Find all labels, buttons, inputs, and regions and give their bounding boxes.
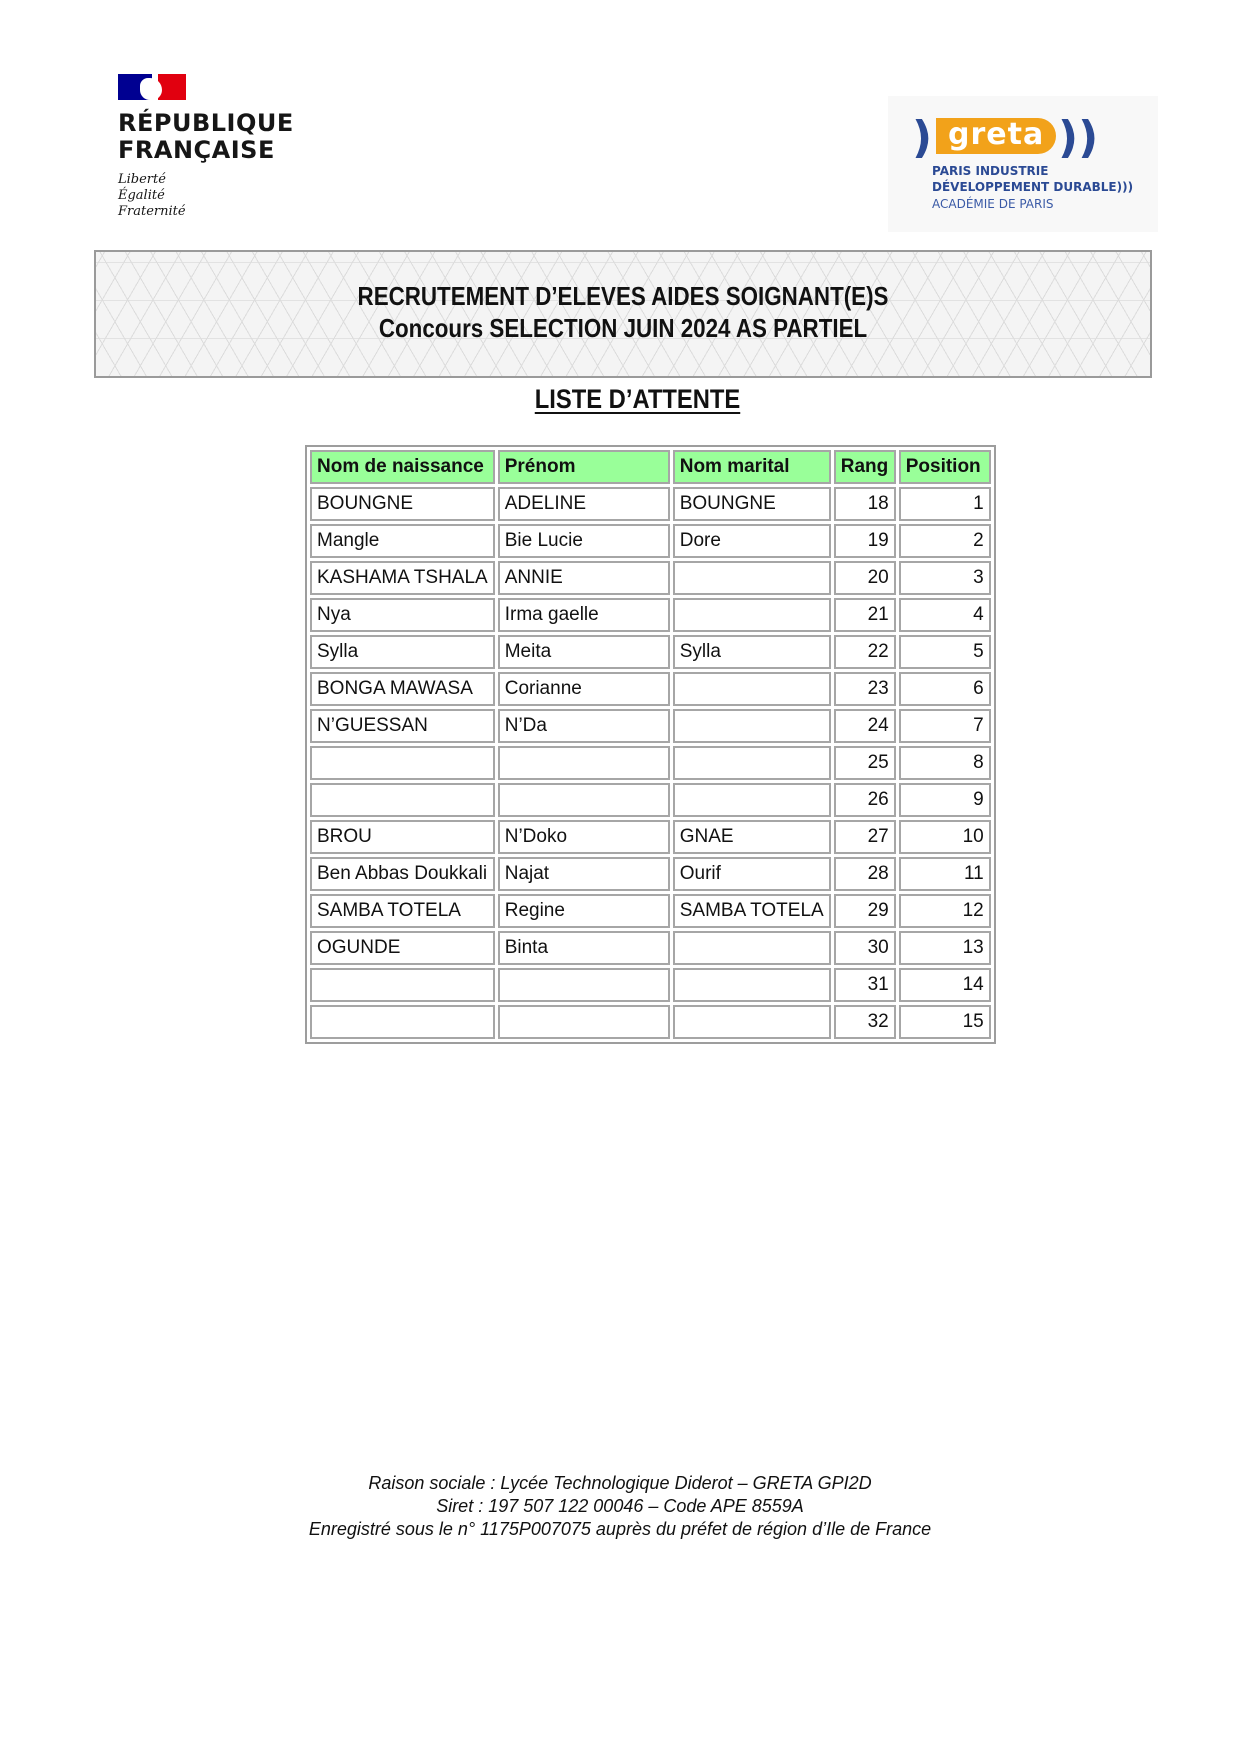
cell-rang: 27 [834, 820, 896, 854]
cell-rang: 26 [834, 783, 896, 817]
table-row [310, 894, 991, 928]
cell-prenom: Binta [498, 931, 670, 965]
cell-position: 1 [899, 487, 991, 521]
greta-bracket-icon: ) [912, 112, 933, 163]
cell-position: 10 [899, 820, 991, 854]
cell-rang: 22 [834, 635, 896, 669]
table-header-row [310, 450, 991, 484]
title-banner [94, 250, 1152, 378]
cell-position: 14 [899, 968, 991, 1002]
cell-rang: 28 [834, 857, 896, 891]
table-row [310, 598, 991, 632]
cell-nom-marital [673, 672, 831, 706]
cell-rang: 20 [834, 561, 896, 595]
cell-prenom: Regine [498, 894, 670, 928]
table-row [310, 746, 991, 780]
cell-rang: 18 [834, 487, 896, 521]
cell-nom-marital [673, 709, 831, 743]
footer [0, 1472, 1240, 1541]
cell-nom-naissance: SAMBA TOTELA [310, 894, 495, 928]
cell-rang: 23 [834, 672, 896, 706]
cell-prenom [498, 746, 670, 780]
cell-nom-marital: SAMBA TOTELA [673, 894, 831, 928]
cell-prenom: N’Doko [498, 820, 670, 854]
cell-prenom: ANNIE [498, 561, 670, 595]
greta-line3: ACADÉMIE DE PARIS [932, 197, 1054, 211]
cell-rang: 29 [834, 894, 896, 928]
page-subtitle: Concours SELECTION JUIN 2024 AS PARTIEL [378, 313, 868, 343]
cell-prenom: Najat [498, 857, 670, 891]
cell-rang: 31 [834, 968, 896, 1002]
cell-nom-marital [673, 746, 831, 780]
table-body [310, 487, 991, 1039]
cell-nom-naissance: Nya [310, 598, 495, 632]
cell-nom-marital: Dore [673, 524, 831, 558]
cell-nom-marital [673, 783, 831, 817]
column-header-rang: Rang [834, 450, 896, 484]
table-row [310, 820, 991, 854]
cell-nom-naissance: Ben Abbas Doukkali [310, 857, 495, 891]
cell-nom-marital [673, 931, 831, 965]
cell-nom-marital [673, 598, 831, 632]
cell-prenom [498, 1005, 670, 1039]
column-header-nom-marital: Nom marital [673, 450, 831, 484]
table-row [310, 487, 991, 521]
cell-prenom [498, 783, 670, 817]
cell-position: 3 [899, 561, 991, 595]
cell-nom-naissance: Mangle [310, 524, 495, 558]
cell-position: 15 [899, 1005, 991, 1039]
cell-prenom: Irma gaelle [498, 598, 670, 632]
waiting-list-table [305, 445, 996, 1044]
greta-logo [888, 96, 1158, 232]
cell-nom-marital: Ourif [673, 857, 831, 891]
republique-francaise-wordmark: RÉPUBLIQUE FRANÇAISE [118, 109, 294, 164]
table-row [310, 561, 991, 595]
table-row [310, 968, 991, 1002]
cell-position: 2 [899, 524, 991, 558]
cell-nom-marital [673, 561, 831, 595]
cell-position: 9 [899, 783, 991, 817]
page-title: RECRUTEMENT D’ELEVES AIDES SOIGNANT(E)S [357, 281, 889, 311]
footer-raison-sociale: Raison sociale : Lycée Technologique Diderot – GRETA GPI2D [368, 1473, 872, 1493]
cell-rang: 25 [834, 746, 896, 780]
cell-nom-naissance [310, 1005, 495, 1039]
republique-francaise-logo [118, 74, 298, 220]
table-row [310, 672, 991, 706]
cell-nom-naissance [310, 783, 495, 817]
footer-siret: Siret : 197 507 122 00046 – Code APE 8559A [436, 1496, 804, 1516]
cell-rang: 19 [834, 524, 896, 558]
cell-prenom: Meita [498, 635, 670, 669]
cell-rang: 24 [834, 709, 896, 743]
cell-rang: 30 [834, 931, 896, 965]
table-row [310, 635, 991, 669]
column-header-prenom: Prénom [498, 450, 670, 484]
cell-position: 12 [899, 894, 991, 928]
table-row [310, 783, 991, 817]
cell-position: 4 [899, 598, 991, 632]
column-header-nom-naissance: Nom de naissance [310, 450, 495, 484]
cell-nom-marital: BOUNGNE [673, 487, 831, 521]
cell-nom-naissance: KASHAMA TSHALA [310, 561, 495, 595]
cell-nom-naissance: OGUNDE [310, 931, 495, 965]
waiting-list-table-wrapper [305, 445, 996, 1044]
cell-nom-marital: Sylla [673, 635, 831, 669]
list-title: LISTE D’ATTENTE [534, 384, 741, 414]
cell-prenom: N’Da [498, 709, 670, 743]
cell-position: 11 [899, 857, 991, 891]
cell-prenom: Bie Lucie [498, 524, 670, 558]
cell-position: 7 [899, 709, 991, 743]
cell-rang: 21 [834, 598, 896, 632]
marianne-flag-icon [118, 74, 186, 102]
column-header-position: Position [899, 450, 991, 484]
cell-nom-naissance: BONGA MAWASA [310, 672, 495, 706]
table-row [310, 524, 991, 558]
table-row [310, 709, 991, 743]
greta-wordmark: greta [936, 118, 1056, 154]
cell-position: 8 [899, 746, 991, 780]
cell-prenom: ADELINE [498, 487, 670, 521]
cell-nom-naissance [310, 968, 495, 1002]
cell-nom-naissance: BROU [310, 820, 495, 854]
cell-prenom [498, 968, 670, 1002]
cell-nom-marital: GNAE [673, 820, 831, 854]
cell-nom-naissance: Sylla [310, 635, 495, 669]
cell-nom-naissance: N’GUESSAN [310, 709, 495, 743]
cell-position: 6 [899, 672, 991, 706]
cell-position: 5 [899, 635, 991, 669]
greta-waves-icon: )) [1058, 112, 1099, 163]
table-row [310, 1005, 991, 1039]
cell-nom-naissance: BOUNGNE [310, 487, 495, 521]
table-row [310, 931, 991, 965]
cell-position: 13 [899, 931, 991, 965]
cell-nom-marital [673, 1005, 831, 1039]
table-row [310, 857, 991, 891]
cell-nom-naissance [310, 746, 495, 780]
cell-rang: 32 [834, 1005, 896, 1039]
cell-prenom: Corianne [498, 672, 670, 706]
republique-motto: Liberté Égalité Fraternité [118, 172, 186, 219]
cell-nom-marital [673, 968, 831, 1002]
greta-line1: PARIS INDUSTRIE [932, 164, 1049, 178]
footer-enregistrement: Enregistré sous le n° 1175P007075 auprès du préfet de région d’Ile de France [308, 1519, 932, 1539]
greta-line2: DÉVELOPPEMENT DURABLE))) [932, 180, 1134, 194]
